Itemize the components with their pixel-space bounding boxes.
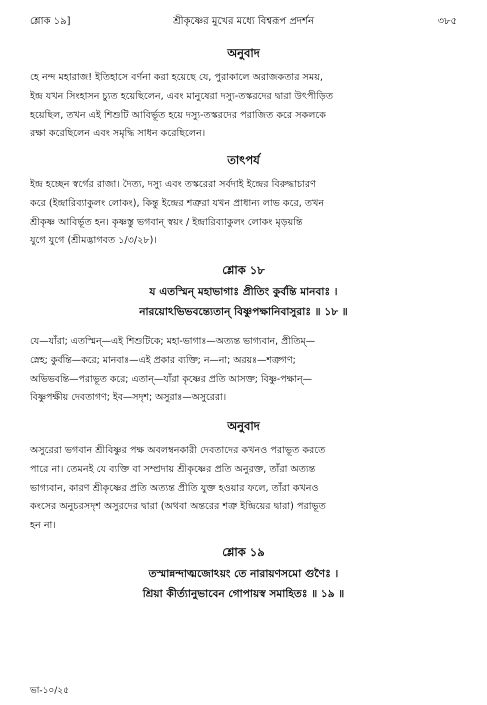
text-line: স্নেহ; কুর্বন্তি—করে; মানবাঃ—এই প্রকার ব্যক্তি; ন—না; অরয়ঃ—শত্রুগণ; bbox=[30, 354, 296, 366]
text-line: কংসের অনুচরসদৃশ অসুরদের দ্বারা (অথবা অন্তরের শত্রু ইন্দ্রিয়ের দ্বারা) পরাভূত bbox=[30, 501, 326, 513]
verse-18-text bbox=[0, 282, 487, 322]
verse-19-text bbox=[0, 564, 487, 604]
translation-heading: অনুবাদ bbox=[227, 46, 260, 60]
header-verse-ref: শ্লোক ১৯] bbox=[30, 16, 71, 27]
page-number: ৩৮৫ bbox=[437, 16, 457, 27]
running-header bbox=[30, 14, 457, 30]
text-line: যুগে যুগে (শ্রীমদ্ভাগবত ১/৩/২৮)। bbox=[30, 235, 157, 247]
text-line: রক্ষা করেছিলেন এবং সমৃদ্ধি সাধন করেছিলেন। bbox=[30, 128, 206, 140]
verse-19-heading: শ্লোক ১৯ bbox=[222, 545, 265, 559]
text-line: হন না। bbox=[30, 520, 56, 532]
text-line: বিষ্ণুপক্ষীয় দেবতাগণ; ইব—সদৃশ; অসুরাঃ—অসুরেরা। bbox=[30, 392, 227, 404]
verse-line: শ্রিয়া কীর্ত্যানুভাবেন গোপায়স্ব সমাহিতঃ ॥ ১৯ ॥ bbox=[142, 588, 345, 600]
verse-line: য এতস্মিন্ মহাভাগাঃ প্রীতিং কুর্বন্তি মানবাঃ । bbox=[149, 286, 338, 298]
verse-18-heading: শ্লোক ১৮ bbox=[222, 263, 265, 277]
purport-heading: তাৎপর্য bbox=[227, 153, 260, 167]
purport-paragraph bbox=[30, 176, 458, 251]
text-line: করে (ইন্দ্রারিব্যাকুলং লোকং), কিন্তু ইন্দ্রের শত্রুরা যখন প্রাধান্য লাভ করে, তখন bbox=[30, 197, 325, 209]
synonyms-paragraph bbox=[30, 333, 458, 408]
text-line: ইন্দ্র যখন সিংহাসন চ্যুত হয়েছিলেন, এবং মানুষেরা দস্যু-তস্করদের দ্বারা উৎপীড়িত bbox=[30, 90, 334, 102]
translation-paragraph bbox=[30, 442, 458, 536]
text-line: শ্রীকৃষ্ণ আবির্ভূত হন। কৃষ্ণস্তু ভগবান্ স্বয়ং / ইন্দ্রারিব্যাকুলং লোকং মৃড়য়ন্তি bbox=[30, 216, 303, 228]
verse-line: তস্মান্নন্দাত্মজোঽয়ং তে নারায়ণসমো গুণৈঃ । bbox=[148, 568, 339, 580]
header-chapter-title: শ্রীকৃষ্ণের মুখের মধ্যে বিশ্বরূপ প্রদর্শন bbox=[173, 16, 314, 27]
text-line: পারে না। তেমনই যে ব্যক্তি বা সম্প্রদায় শ্রীকৃষ্ণের প্রতি অনুরক্ত, তাঁরা অত্যন্ত bbox=[30, 463, 316, 475]
text-line: ইন্দ্র হচ্ছেন স্বর্গের রাজা। দৈত্য, দস্যু এবং তস্করেরা সর্বদাই ইন্দ্রের বিরুদ্ধাচারণ bbox=[30, 179, 316, 190]
translation-paragraph bbox=[30, 69, 458, 144]
text-line: যে—যাঁরা; এতস্মিন্—এই শিশুটিকে; মহা-ভাগাঃ—অত্যন্ত ভাগ্যবান, প্রীতিম্— bbox=[30, 336, 316, 347]
text-line: হয়েছিল, তখন এই শিশুটি আবির্ভূত হয়ে দস্যু-তস্করদের পরাজিত করে সকলকে bbox=[30, 109, 326, 121]
text-line: অভিভবন্তি—পরাভূত করে; এতান্—যাঁরা কৃষ্ণের প্রতি আসক্ত; বিষ্ণু-পক্ষান্— bbox=[30, 373, 312, 385]
text-line: অসুরেরা ভগবান শ্রীবিষ্ণুর পক্ষ অবলম্বনকারী দেবতাদের কখনও পরাভূত করতে bbox=[30, 445, 326, 456]
verse-line: নারয়োঽভিভবন্ত্যেতান্ বিষ্ণুপক্ষানিবাসুরাঃ ॥ ১৮ ॥ bbox=[139, 306, 348, 318]
signature-mark: ভা-১০/২৫ bbox=[30, 686, 69, 696]
text-line: ভাগ্যবান, কারণ শ্রীকৃষ্ণের প্রতি অত্যন্ত প্রীতি যুক্ত হওয়ার ফলে, তাঁরা কখনও bbox=[30, 482, 319, 494]
text-line: হে নন্দ মহারাজ! ইতিহাসে বর্ণনা করা হয়েছে যে, পুরাকালে অরাজকতার সময়, bbox=[30, 72, 323, 83]
translation-heading: অনুবাদ bbox=[227, 419, 260, 433]
